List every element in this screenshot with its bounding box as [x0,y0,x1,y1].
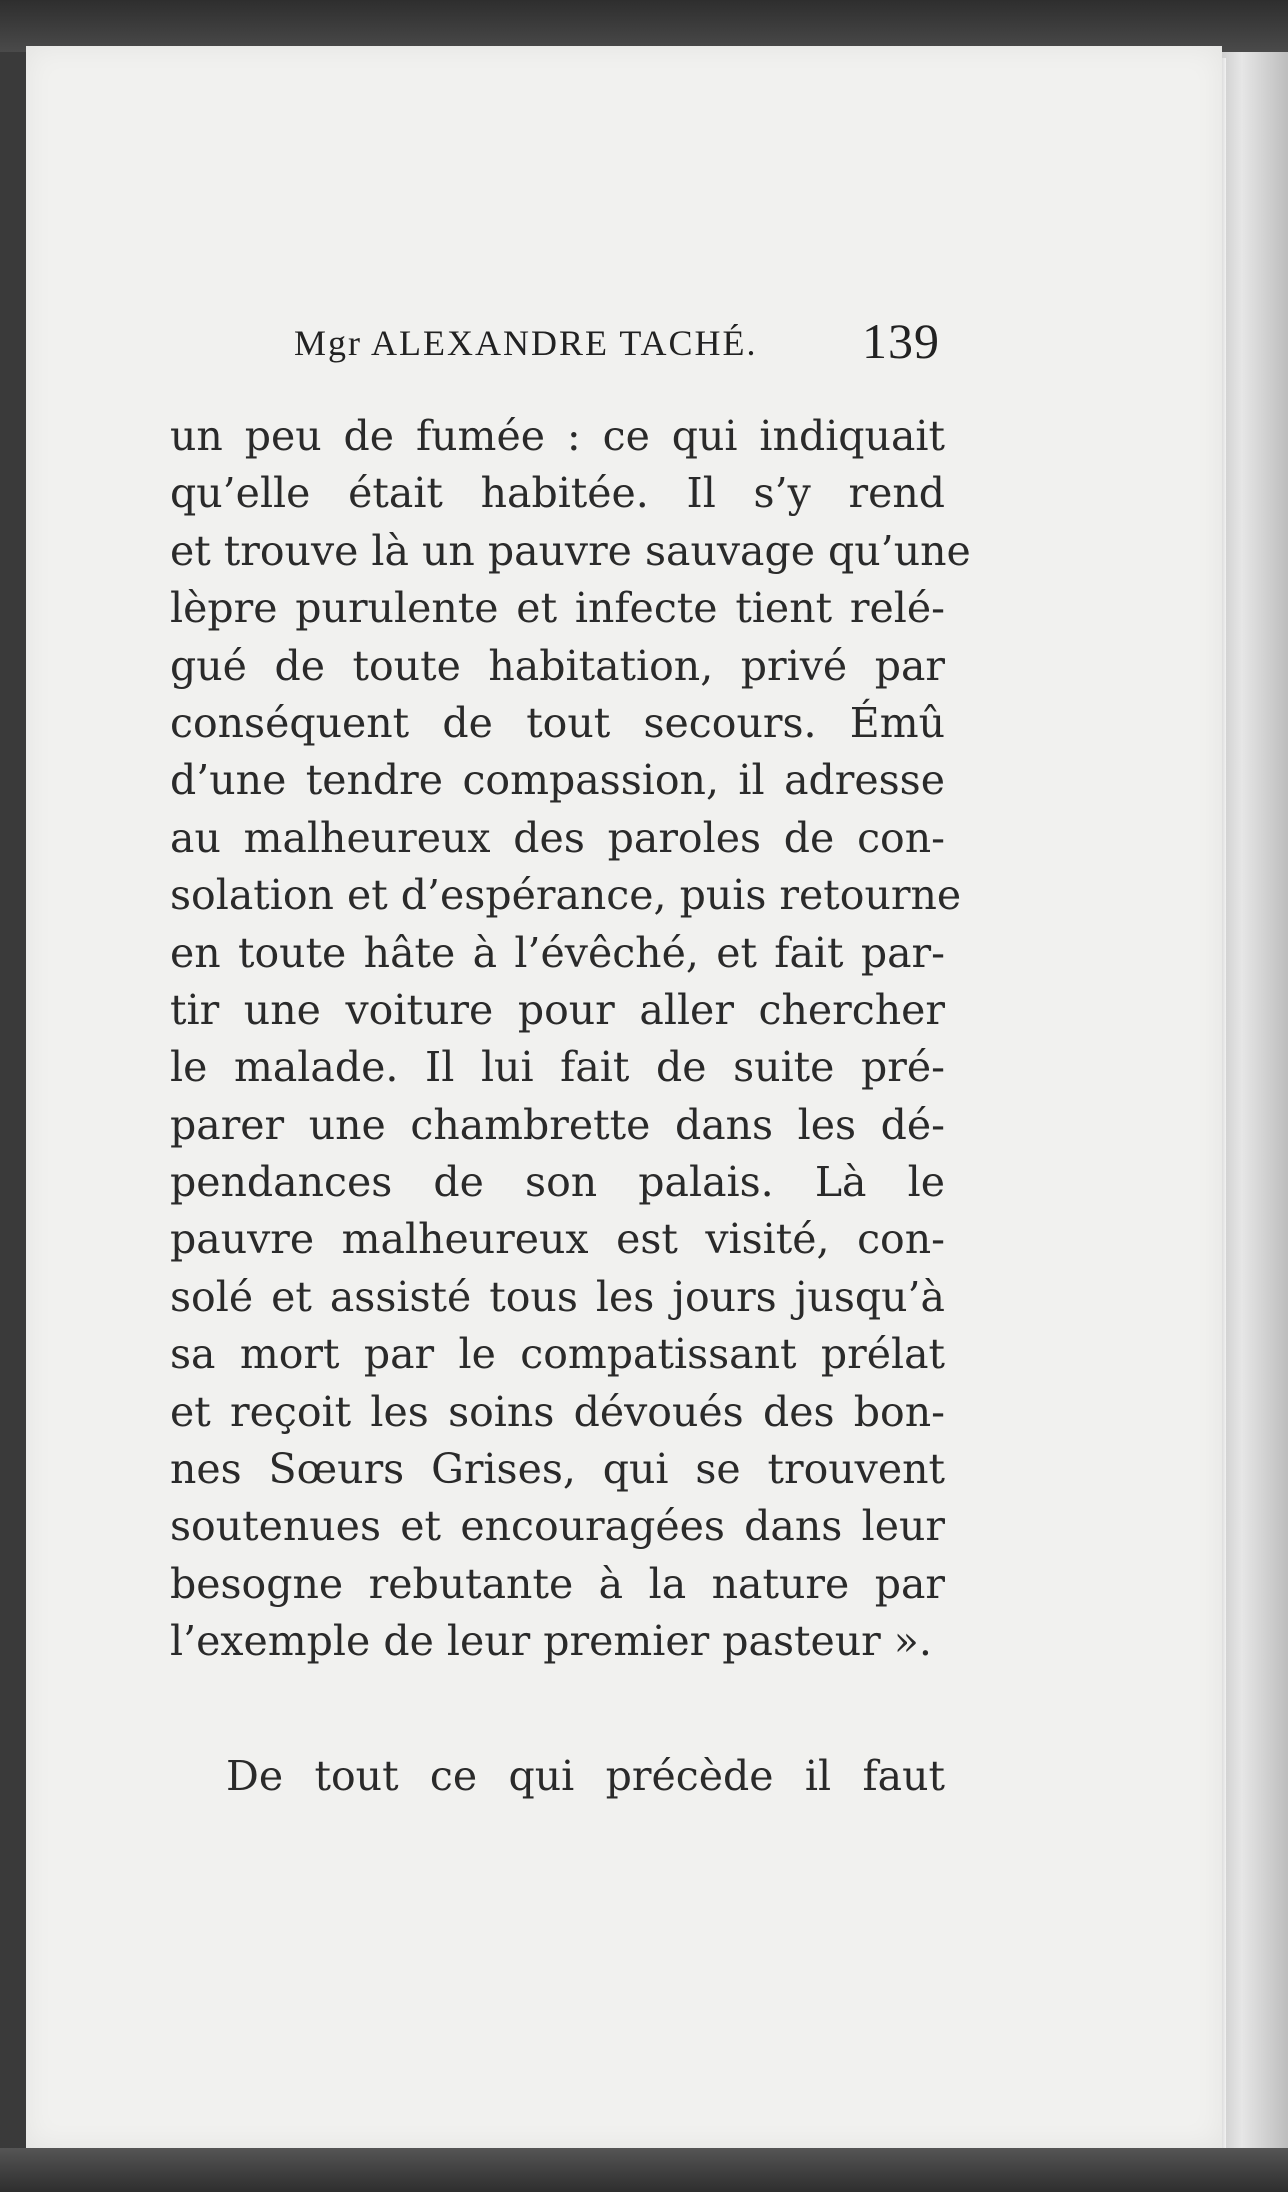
scan-bottom-border [0,2148,1288,2192]
text-line: qu’elle était habitée. Il s’y rend [170,469,945,518]
scan-top-border [0,0,1288,52]
text-line: soutenues et encouragées dans leur [170,1502,945,1551]
text-line: sa mort par le compatissant prélat [170,1330,945,1379]
text-line: solation et d’espérance, puis retourne [170,871,962,920]
text-line: parer une chambrette dans les dé- [170,1100,945,1149]
text-line: et trouve là un pauvre sauvage qu’une [170,526,971,575]
text-line: nes Sœurs Grises, qui se trouvent [170,1445,945,1494]
paragraph-2 [226,1748,945,1805]
text-line: besogne rebutante à la nature par [170,1559,945,1608]
page-number: 139 [862,313,940,369]
text-line: un peu de fumée : ce qui indiquait [170,412,945,460]
text-line: l’exemple de leur premier pasteur ». [170,1617,932,1666]
text-line: pendances de son palais. Là le [170,1158,945,1207]
running-head [180,300,940,380]
text-line: conséquent de tout secours. Émû [170,698,945,747]
scan-right-pages [1222,52,1288,2148]
text-line: solé et assisté tous les jours jusqu’à [170,1272,945,1321]
text-line: et reçoit les soins dévoués des bon- [170,1387,945,1436]
running-head-title: Mgr ALEXANDRE TACHÉ. [294,323,758,363]
text-line: le malade. Il lui fait de suite pré- [170,1043,945,1092]
text-line: tir une voiture pour aller chercher [170,985,945,1034]
text-line: d’une tendre compassion, il adresse [170,756,945,805]
text-line: pauvre malheureux est visité, con- [170,1215,945,1264]
text-line: De tout ce qui précède il faut [226,1752,945,1800]
text-line: lèpre purulente et infecte tient relé- [170,584,945,633]
paragraph-1 [170,408,971,1671]
text-line: au malheureux des paroles de con- [170,813,945,862]
text-line: gué de toute habitation, privé par [170,641,945,690]
text-line: en toute hâte à l’évêché, et fait par- [170,928,945,977]
